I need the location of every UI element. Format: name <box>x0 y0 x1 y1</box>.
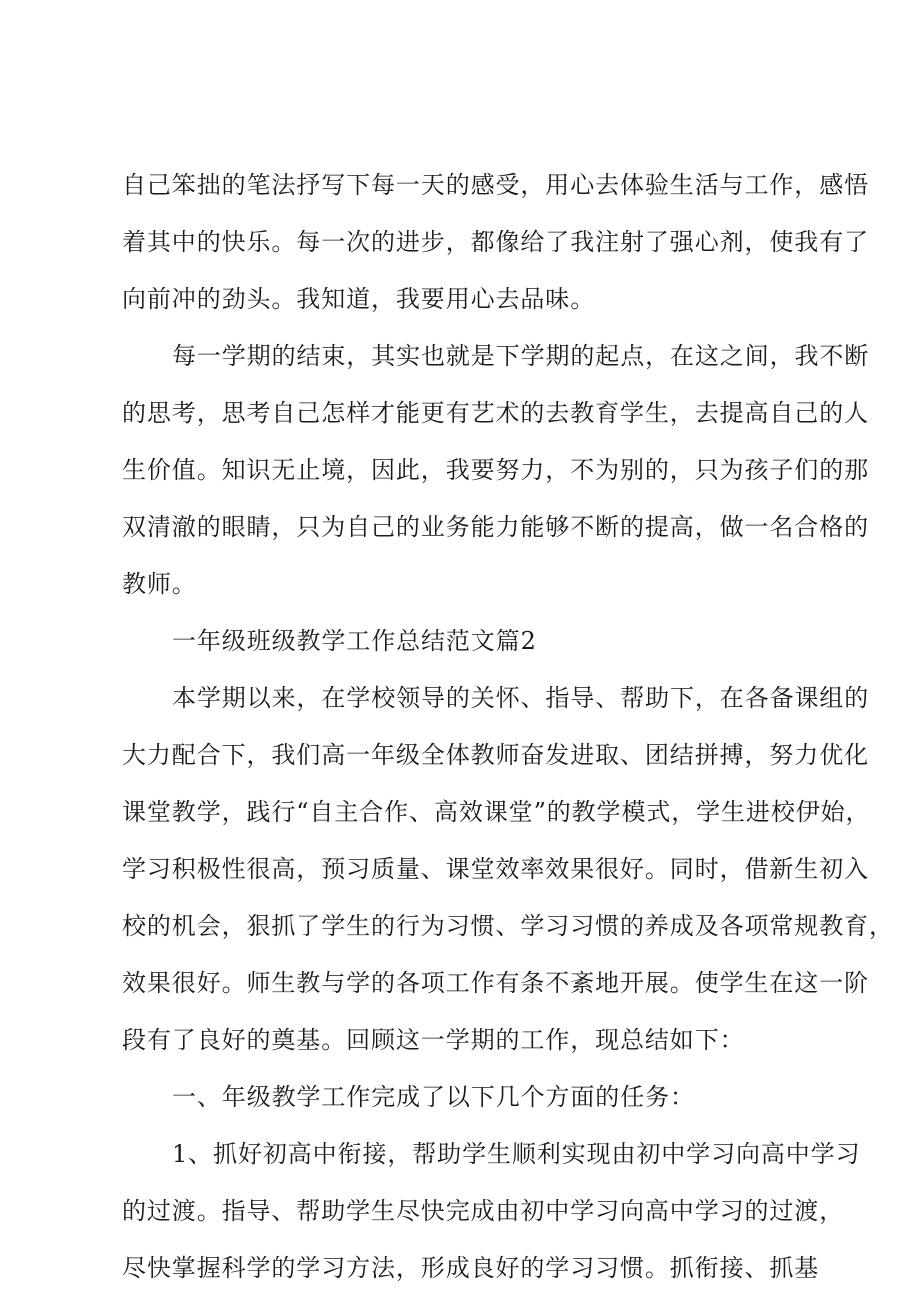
paragraph-line: 本学期以来，在学校领导的关怀、指导、帮助下，在各备课组的 <box>172 684 870 712</box>
paragraph-line: 生价值。知识无止境，因此，我要努力，不为别的，只为孩子们的那 <box>122 456 869 484</box>
paragraph-line: 向前冲的劲头。我知道，我要用心去品味。 <box>122 285 596 313</box>
paragraph-line: 双清澈的眼睛，只为自己的业务能力能够不断的提高，做一名合格的 <box>122 513 869 541</box>
paragraph-line: 着其中的快乐。每一次的进步，都像给了我注射了强心剂，使我有了 <box>122 228 869 256</box>
paragraph-line: 1、抓好初高中衔接，帮助学生顺利实现由初中学习向高中学习 <box>172 1140 861 1168</box>
paragraph-line: 段有了良好的奠基。回顾这一学期的工作，现总结如下： <box>122 1026 745 1054</box>
paragraph-line: 尽快掌握科学的学习方法，形成良好的学习习惯。抓衔接、抓基 <box>122 1254 820 1282</box>
paragraph-line: 的过渡。指导、帮助学生尽快完成由初中学习向高中学习的过渡， <box>122 1197 845 1225</box>
section-heading: 一年级班级教学工作总结范文篇2 <box>172 627 537 655</box>
paragraph-line: 学习积极性很高，预习质量、课堂效率效果很好。同时，借新生初入 <box>122 855 869 883</box>
paragraph-line: 课堂教学，践行“自主合作、高效课堂”的教学模式，学生进校伊始， <box>122 798 871 826</box>
paragraph-line: 的思考，思考自己怎样才能更有艺术的去教育学生，去提高自己的人 <box>122 399 869 427</box>
subsection-heading: 一、年级教学工作完成了以下几个方面的任务： <box>172 1083 695 1111</box>
paragraph-line: 每一学期的结束，其实也就是下学期的起点，在这之间，我不断 <box>172 342 870 370</box>
paragraph-line: 效果很好。师生教与学的各项工作有条不紊地开展。使学生在这一阶 <box>122 969 869 997</box>
paragraph-line: 大力配合下，我们高一年级全体教师奋发进取、团结拼搏，努力优化 <box>122 741 869 769</box>
paragraph-line: 自己笨拙的笔法抒写下每一天的感受，用心去体验生活与工作，感悟 <box>122 171 869 199</box>
paragraph-line: 教师。 <box>122 570 197 598</box>
paragraph-line: 校的机会，狠抓了学生的行为习惯、学习习惯的养成及各项常规教育， <box>122 912 894 940</box>
